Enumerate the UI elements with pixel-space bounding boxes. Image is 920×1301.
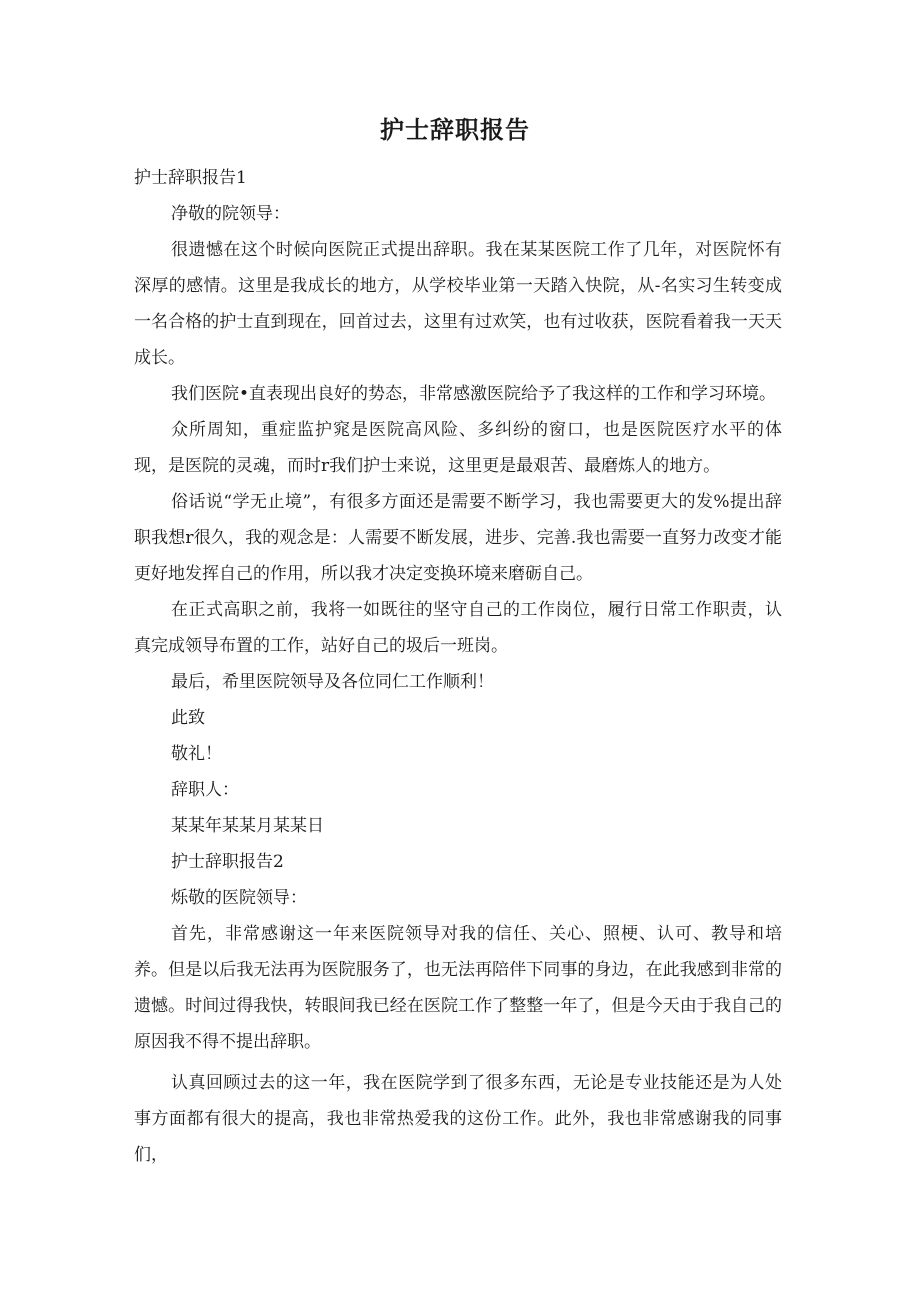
document-title: 护士辞职报告 <box>380 116 530 144</box>
section-heading-2: 护士辞职报告2 <box>171 852 284 872</box>
date-line: 某某年某某月某某日 <box>171 816 324 836</box>
document-body <box>134 160 782 1173</box>
paragraph: 在正式高职之前，我将一如既往的坚守自己的工作岗位，履行日常工作职责，认真完成领导布置的工作，站好自己的圾后一班岗。 <box>134 600 782 656</box>
paragraph: 众所周知，重症监护窕是医院高风险、多纠纷的窗口，也是医院医疗水平的体现，是医院的灵魂，而时r我们护士来说，这里更是最艰苦、最磨炼人的地方。 <box>134 420 782 476</box>
salutation: 烁敬的医院领导： <box>171 888 307 908</box>
closing-line: 敬礼！ <box>171 744 222 764</box>
signature-label: 辞职人： <box>171 780 239 800</box>
paragraph: 最后，希里医院领导及各位同仁工作顺利！ <box>171 672 494 692</box>
paragraph: 俗话说“学无止境”，有很多方面还是需要不断学习，我也需要更大的发%提出辞职我想r很久，我的观念是：人需要不断发展，进步、完善.我也需要一直努力改变才能更好地发挥自己的作用，所以我才决定变换环境来磨砺自己。 <box>134 492 782 584</box>
paragraph: 很遗憾在这个时候向医院正式提出辞职。我在某某医院工作了几年，对医院怀有深厚的感情。这里是我成长的地方，从学校毕业第一天踏入快院，从-名实习生转变成一名合格的护士直到现在，回首过去，这里有过欢笑，也有过收获，医院看着我一天天成长。 <box>134 240 782 368</box>
salutation: 净敬的院领导： <box>171 204 290 224</box>
paragraph: 我们医院•直表现出良好的势态，非常感激医院给予了我这样的工作和学习环境。 <box>171 384 777 404</box>
closing-line: 此致 <box>171 708 205 728</box>
paragraph: 首先，非常感谢这一年来医院领导对我的信任、关心、照梗、认可、教导和培养。但是以后我无法再为医院服务了，也无法再陪伴下同事的身边，在此我感到非常的遗憾。时间过得我快，转眼间我已经在医院工作了整整一年了，但是今天由于我自己的原因我不得不提出辞职。 <box>134 924 782 1052</box>
section-heading-1: 护士辞职报告1 <box>134 168 247 188</box>
paragraph: 认真回顾过去的这一年，我在医院学到了很多东西，无论是专业技能还是为人处事方面都有很大的提高，我也非常热爱我的这份工作。此外，我也非常感谢我的同事们， <box>134 1073 782 1165</box>
